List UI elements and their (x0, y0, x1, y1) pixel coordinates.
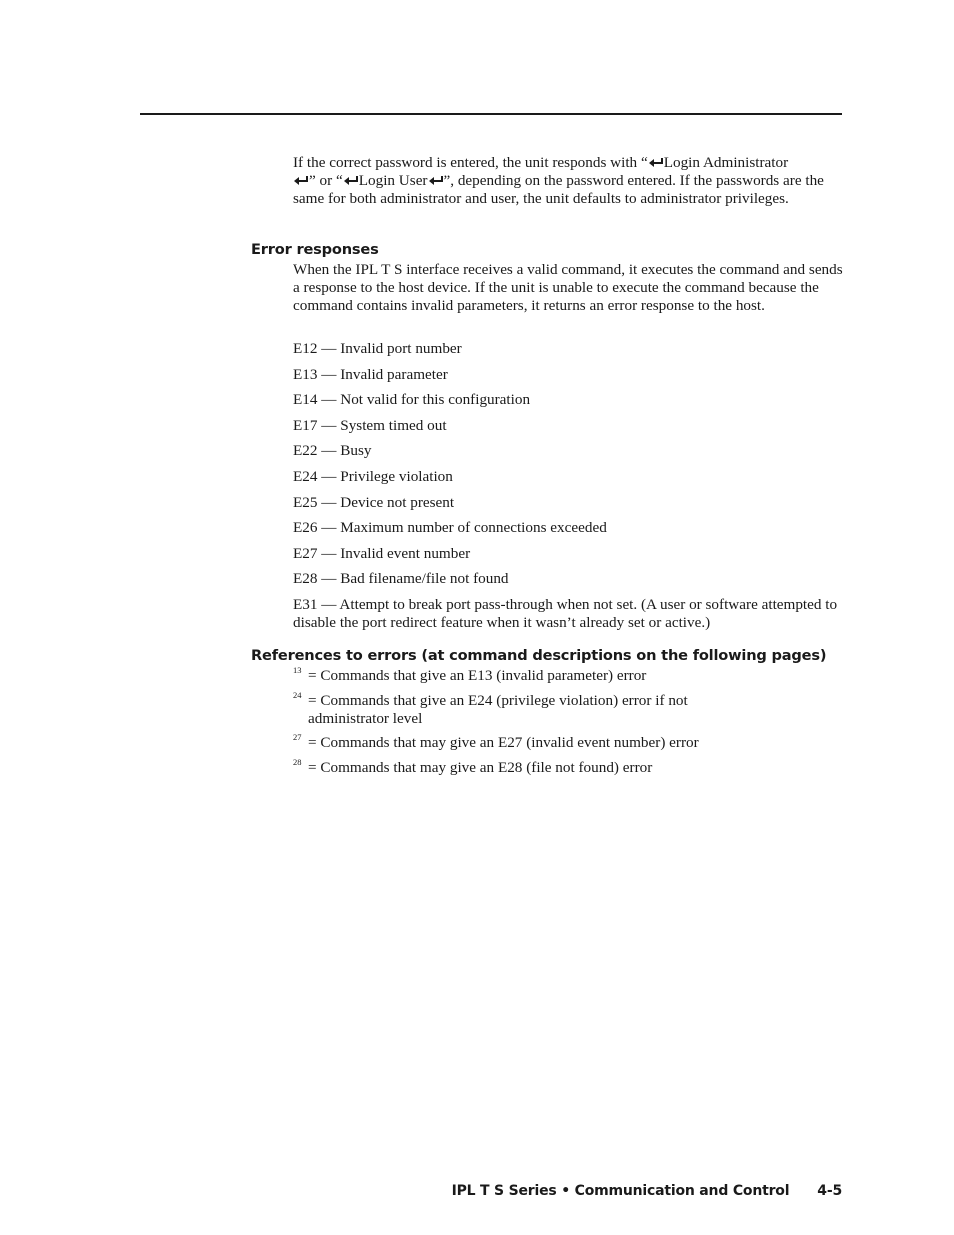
reference-text: = Commands that give an E24 (privilege violation) error if not administrator level (308, 691, 688, 727)
error-code-item: E12 — Invalid port number (293, 340, 462, 357)
error-code-item: E13 — Invalid parameter (293, 365, 448, 383)
error-code-item: E28 — Bad filename/file not found (293, 570, 509, 588)
return-arrow-icon (648, 157, 664, 168)
error-code-item: E25 — Device not present (293, 493, 455, 511)
reference-text: = Commands that may give an E27 (invalid event number) error (308, 734, 699, 752)
error-responses-heading: Error responses (251, 241, 379, 258)
reference-item (293, 667, 723, 685)
page-footer (420, 1183, 842, 1199)
intro-paragraph: If the correct password is entered, the unit responds with “ Login Administrator ” or “ Login User ”, depending on the password entered. If the passwords are the same for both administrator and user, the unit defaults to administrator privileges. (293, 154, 824, 207)
error-code-item: E17 — System timed out (293, 416, 447, 434)
references-list (293, 667, 723, 784)
header-rule (140, 113, 842, 115)
return-arrow-icon (428, 175, 444, 186)
error-responses-description: When the IPL T S interface receives a valid command, it executes the command and sends a response to the host device. If the unit is unable to execute the command because the command contains invalid parameters, it returns an error response to the host. (293, 261, 843, 314)
footer-title: IPL T S Series • Communication and Control (451, 1183, 790, 1199)
return-arrow-icon (343, 175, 359, 186)
reference-item (293, 759, 723, 777)
return-arrow-icon (293, 175, 309, 186)
error-code-list (293, 340, 843, 632)
reference-item (293, 734, 723, 752)
error-code-item: E31 — Attempt to break port pass-through when not set. (A user or software attempted to disable the port redirect feature when it wasn’t already set or active.) (293, 595, 838, 631)
page-number: 4-5 (817, 1183, 842, 1199)
error-code-item: E24 — Privilege violation (293, 467, 453, 485)
reference-mark: 13 (293, 665, 302, 675)
error-code-item: E22 — Busy (293, 442, 372, 460)
error-code-item: E27 — Invalid event number (293, 544, 471, 562)
error-code-item: E26 — Maximum number of connections exceeded (293, 519, 607, 537)
reference-mark: 27 (293, 732, 302, 743)
error-code-item: E14 — Not valid for this configuration (293, 391, 531, 409)
reference-mark: 24 (293, 689, 302, 700)
references-heading: References to errors (at command descriptions on the following pages) (251, 647, 827, 664)
reference-mark: 28 (293, 757, 302, 768)
reference-text: = Commands that may give an E28 (file not found) error (308, 759, 653, 777)
reference-item (293, 689, 723, 728)
reference-text: = Commands that give an E13 (invalid parameter) error (308, 667, 647, 684)
